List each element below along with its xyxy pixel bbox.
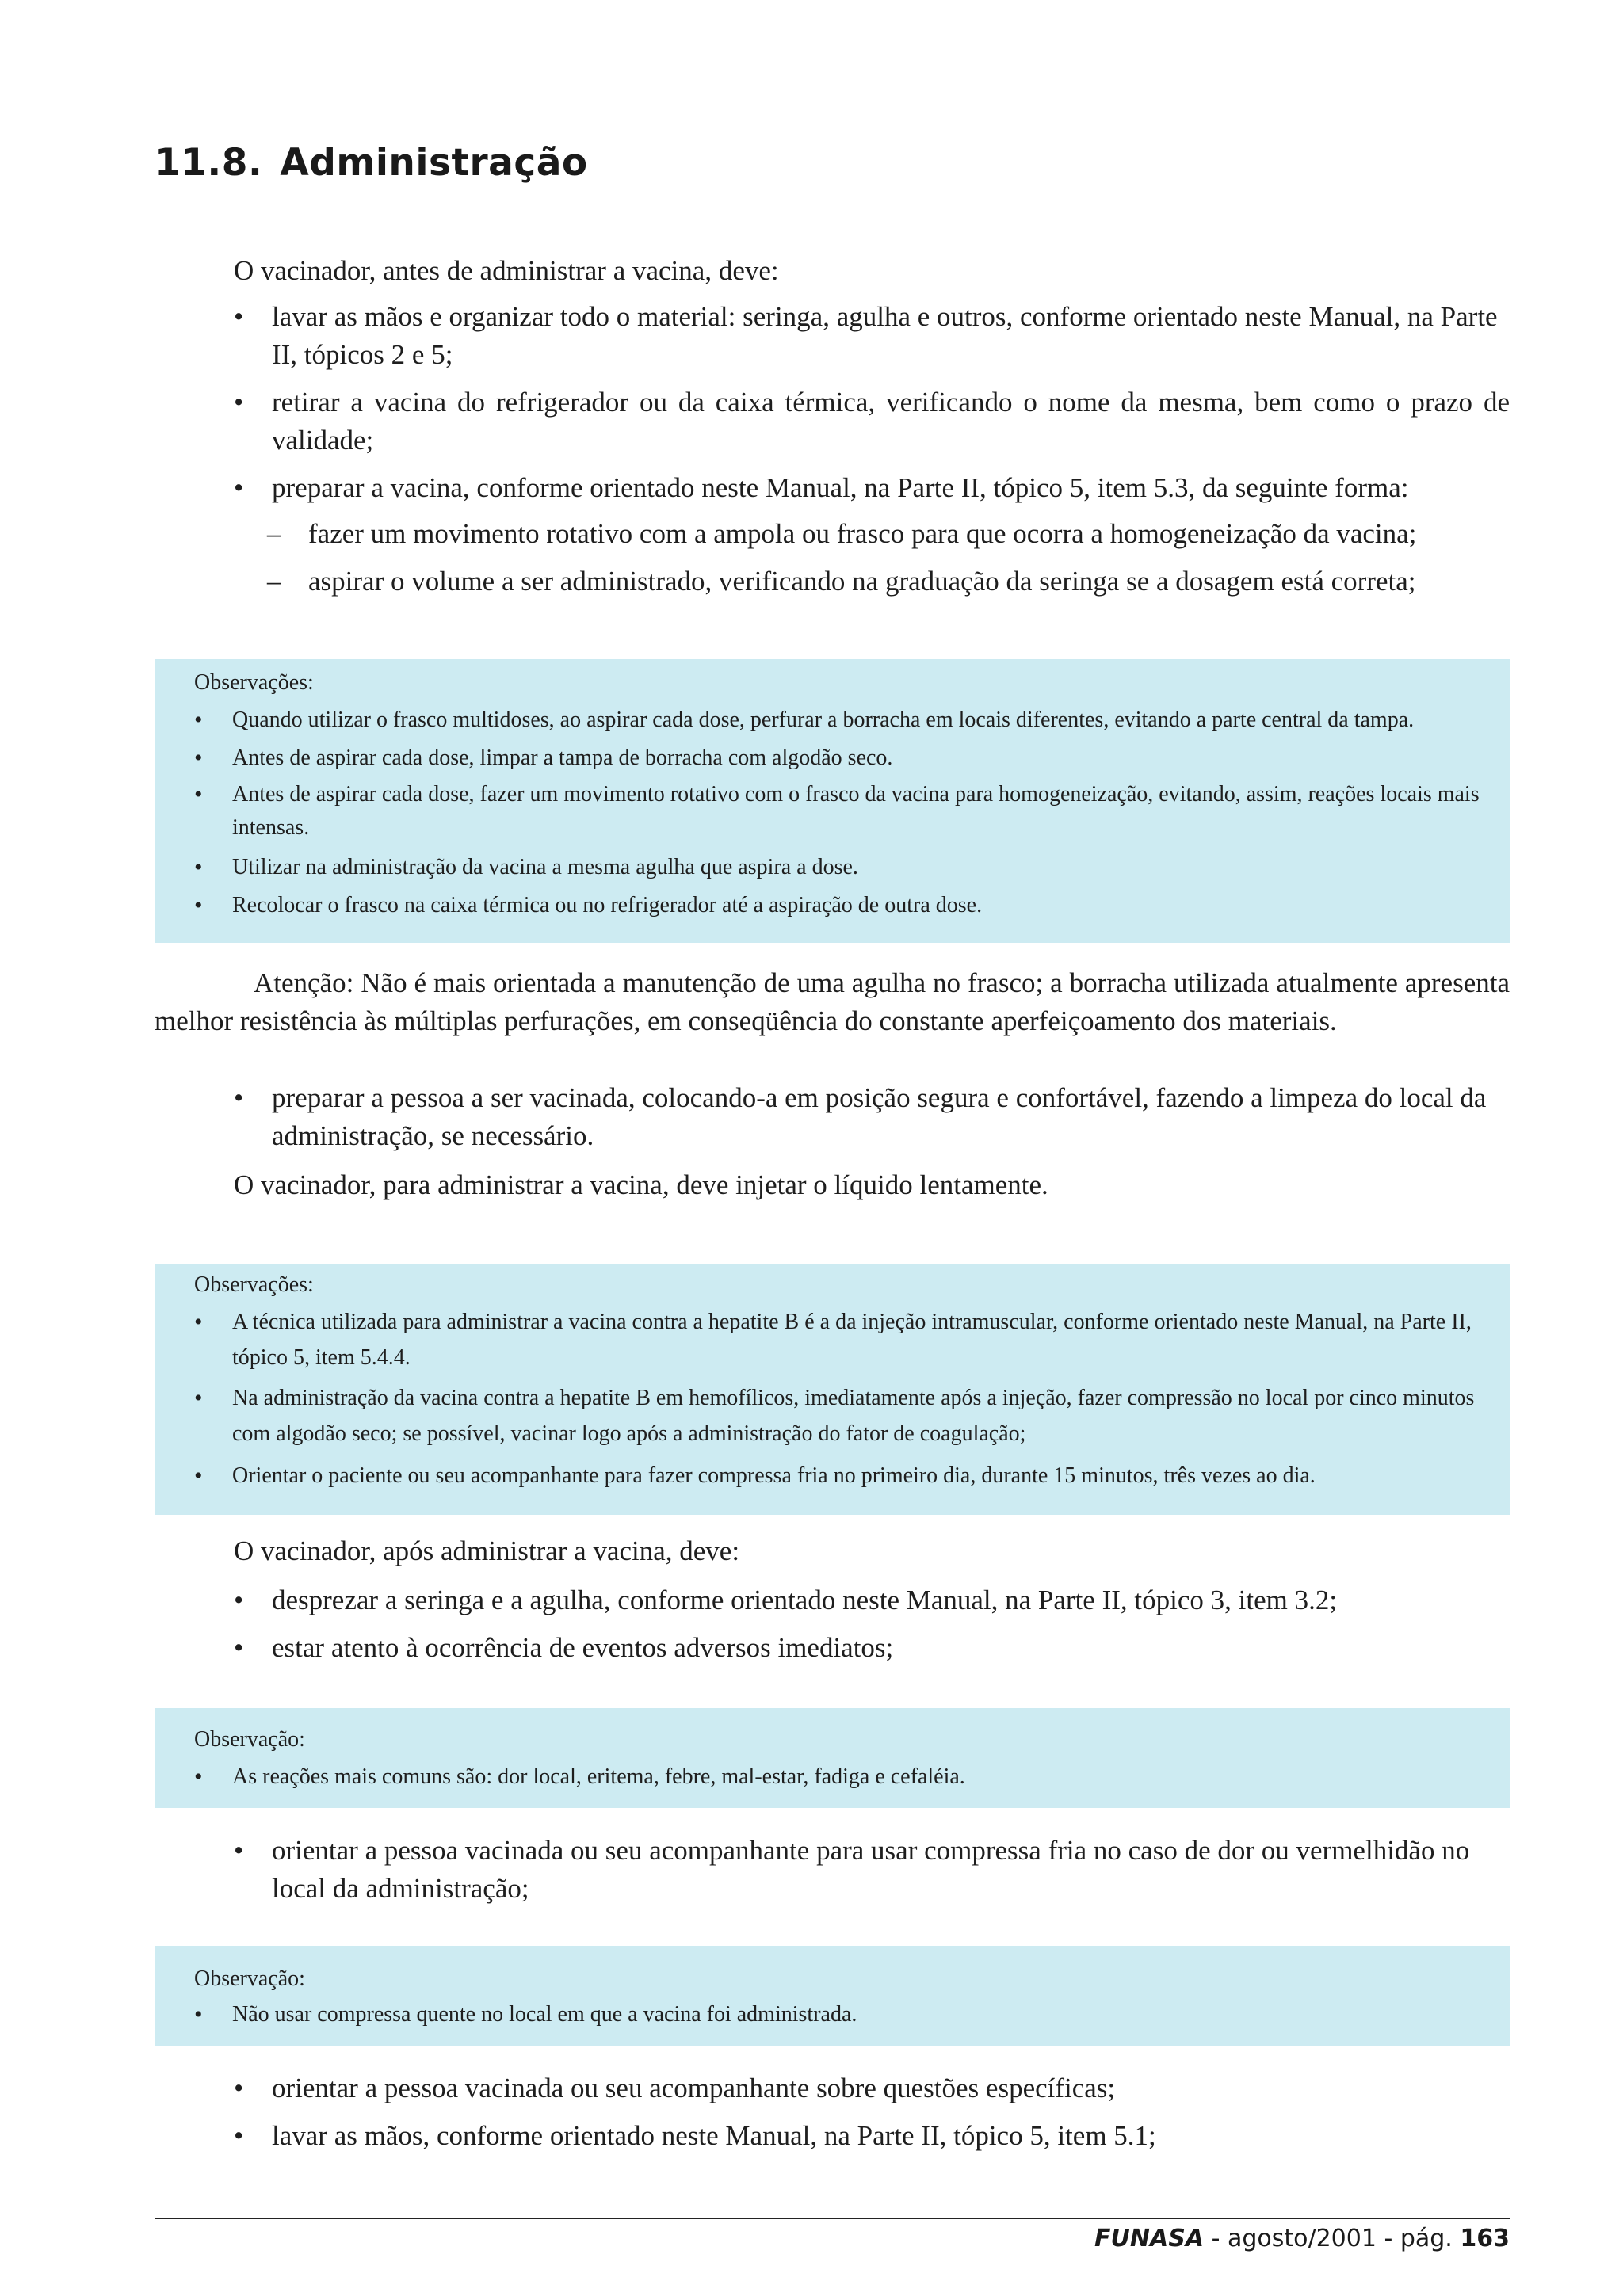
observation-text: Antes de aspirar cada dose, fazer um movimento rotativo com o frasco da vacina para homogeneização, evitando, assim, reações locais mais intensas. (232, 782, 1480, 840)
observation-box (155, 1946, 1510, 2046)
observation-text: Antes de aspirar cada dose, limpar a tampa de borracha com algodão seco. (232, 746, 893, 770)
bullet: • (194, 1309, 203, 1335)
footer-date: - agosto/2001 - pág. (1204, 2225, 1461, 2252)
observation-title: Observação: (194, 1727, 305, 1752)
section-heading (155, 141, 588, 185)
dash: – (267, 518, 281, 549)
page-number: 163 (1460, 2225, 1510, 2252)
observation-title: Observação: (194, 1966, 305, 1991)
observation-item (194, 1458, 1486, 1493)
list-item-text: lavar as mãos e organizar todo o material: seringa, agulha e outros, conforme orientado neste Manual, na Parte II, tópicos 2 e 5; (272, 301, 1498, 370)
bullet: • (194, 1463, 203, 1489)
bullet: • (234, 2073, 244, 2103)
sub-list-item (267, 515, 1510, 553)
list-item (234, 383, 1510, 460)
section-number: 11.8. (155, 141, 263, 185)
section-title: Administração (280, 141, 588, 185)
intro-paragraph: O vacinador, antes de administrar a vacina, deve: (234, 255, 779, 286)
list-item (234, 298, 1510, 374)
observation-item (194, 778, 1486, 845)
bullet: • (234, 1082, 244, 1113)
observations-box (155, 1264, 1510, 1515)
observation-text: A técnica utilizada para administrar a vacina contra a hepatite B é a da injeção intramuscular, conforme orientado neste Manual, na Parte II, tópico 5, item 5.4.4. (232, 1310, 1472, 1370)
bullet: • (234, 1632, 244, 1663)
bullet: • (194, 854, 203, 880)
bullet: • (234, 2120, 244, 2151)
list-item (234, 2117, 1510, 2155)
bullet: • (194, 745, 203, 771)
list-item (234, 1079, 1510, 1155)
bullet: • (194, 892, 203, 918)
list-item (234, 1629, 1510, 1667)
bullet: • (194, 1385, 203, 1411)
bullet: • (234, 387, 244, 418)
bullet: • (194, 707, 203, 733)
bullet: • (194, 781, 203, 807)
list-item (234, 1581, 1510, 1619)
sub-list-item (267, 563, 1510, 601)
observation-item (194, 1997, 1486, 2032)
observation-item (194, 740, 1486, 776)
sub-list-item-text: fazer um movimento rotativo com a ampola ou frasco para que ocorra a homogeneização da vacina; (308, 518, 1417, 549)
observation-item (194, 887, 1486, 923)
observation-text: Orientar o paciente ou seu acompanhante para fazer compressa fria no primeiro dia, durante 15 minutos, três vezes ao dia. (232, 1463, 1316, 1488)
list-item-text: estar atento à ocorrência de eventos adversos imediatos; (272, 1632, 894, 1663)
list-item-text: orientar a pessoa vacinada ou seu acompanhante sobre questões específicas; (272, 2073, 1116, 2103)
observations-title: Observações: (194, 1272, 314, 1297)
list-item (234, 1832, 1510, 1908)
list-item-text: lavar as mãos, conforme orientado neste Manual, na Parte II, tópico 5, item 5.1; (272, 2120, 1156, 2151)
attention-paragraph: Atenção: Não é mais orientada a manutenção de uma agulha no frasco; a borracha utilizada atualmente apresenta melhor resistência às múltiplas perfurações, em conseqüência do constante aperfeiçoamento dos materiais. (155, 967, 1510, 1036)
observation-text: Utilizar na administração da vacina a mesma agulha que aspira a dose. (232, 855, 858, 879)
bullet: • (234, 472, 244, 503)
dash: – (267, 566, 281, 597)
list-item-text: orientar a pessoa vacinada ou seu acompanhante para usar compressa fria no caso de dor ou vermelhidão no local da administração; (272, 1835, 1470, 1904)
list-item (234, 469, 1510, 507)
list-item-text: retirar a vacina do refrigerador ou da caixa térmica, verificando o nome da mesma, bem como o prazo de validade; (272, 387, 1510, 456)
bullet: • (234, 1585, 244, 1615)
bullet: • (234, 1835, 244, 1866)
observation-text: As reações mais comuns são: dor local, eritema, febre, mal-estar, fadiga e cefaléia. (232, 1764, 965, 1789)
observation-box (155, 1708, 1510, 1808)
observation-text: Na administração da vacina contra a hepatite B em hemofílicos, imediatamente após a injeção, fazer compressão no local por cinco minutos com algodão seco; se possível, vacinar logo após a administração do fator de coagulação; (232, 1386, 1475, 1446)
observation-item (194, 1759, 1486, 1794)
inject-paragraph: O vacinador, para administrar a vacina, deve injetar o líquido lentamente. (234, 1169, 1048, 1200)
list-item-text: desprezar a seringa e a agulha, conforme orientado neste Manual, na Parte II, tópico 3, item 3.2; (272, 1585, 1338, 1615)
bullet: • (194, 2001, 203, 2027)
page-footer (1094, 2225, 1510, 2252)
observations-title: Observações: (194, 670, 314, 695)
sub-list-item-text: aspirar o volume a ser administrado, verificando na graduação da seringa se a dosagem está correta; (308, 566, 1416, 597)
footer-brand: FUNASA (1094, 2225, 1205, 2252)
bullet: • (234, 301, 244, 332)
bullet: • (194, 1764, 203, 1790)
observation-text: Recolocar o frasco na caixa térmica ou no refrigerador até a aspiração de outra dose. (232, 893, 983, 917)
observation-item (194, 849, 1486, 885)
list-item (234, 2069, 1510, 2107)
observation-item (194, 1304, 1486, 1375)
list-item-text: preparar a vacina, conforme orientado neste Manual, na Parte II, tópico 5, item 5.3, da seguinte forma: (272, 472, 1409, 503)
footer-rule (155, 2218, 1510, 2219)
observations-box (155, 659, 1510, 943)
observation-text: Quando utilizar o frasco multidoses, ao aspirar cada dose, perfurar a borracha em locais diferentes, evitando a parte central da tampa. (232, 707, 1415, 732)
list-item-text: preparar a pessoa a ser vacinada, colocando-a em posição segura e confortável, fazendo a limpeza do local da administração, se necessário. (272, 1082, 1487, 1151)
observation-text: Não usar compressa quente no local em que a vacina foi administrada. (232, 2002, 857, 2027)
observation-item (194, 1380, 1486, 1451)
observation-item (194, 702, 1486, 738)
after-intro-paragraph: O vacinador, após administrar a vacina, deve: (234, 1535, 740, 1566)
